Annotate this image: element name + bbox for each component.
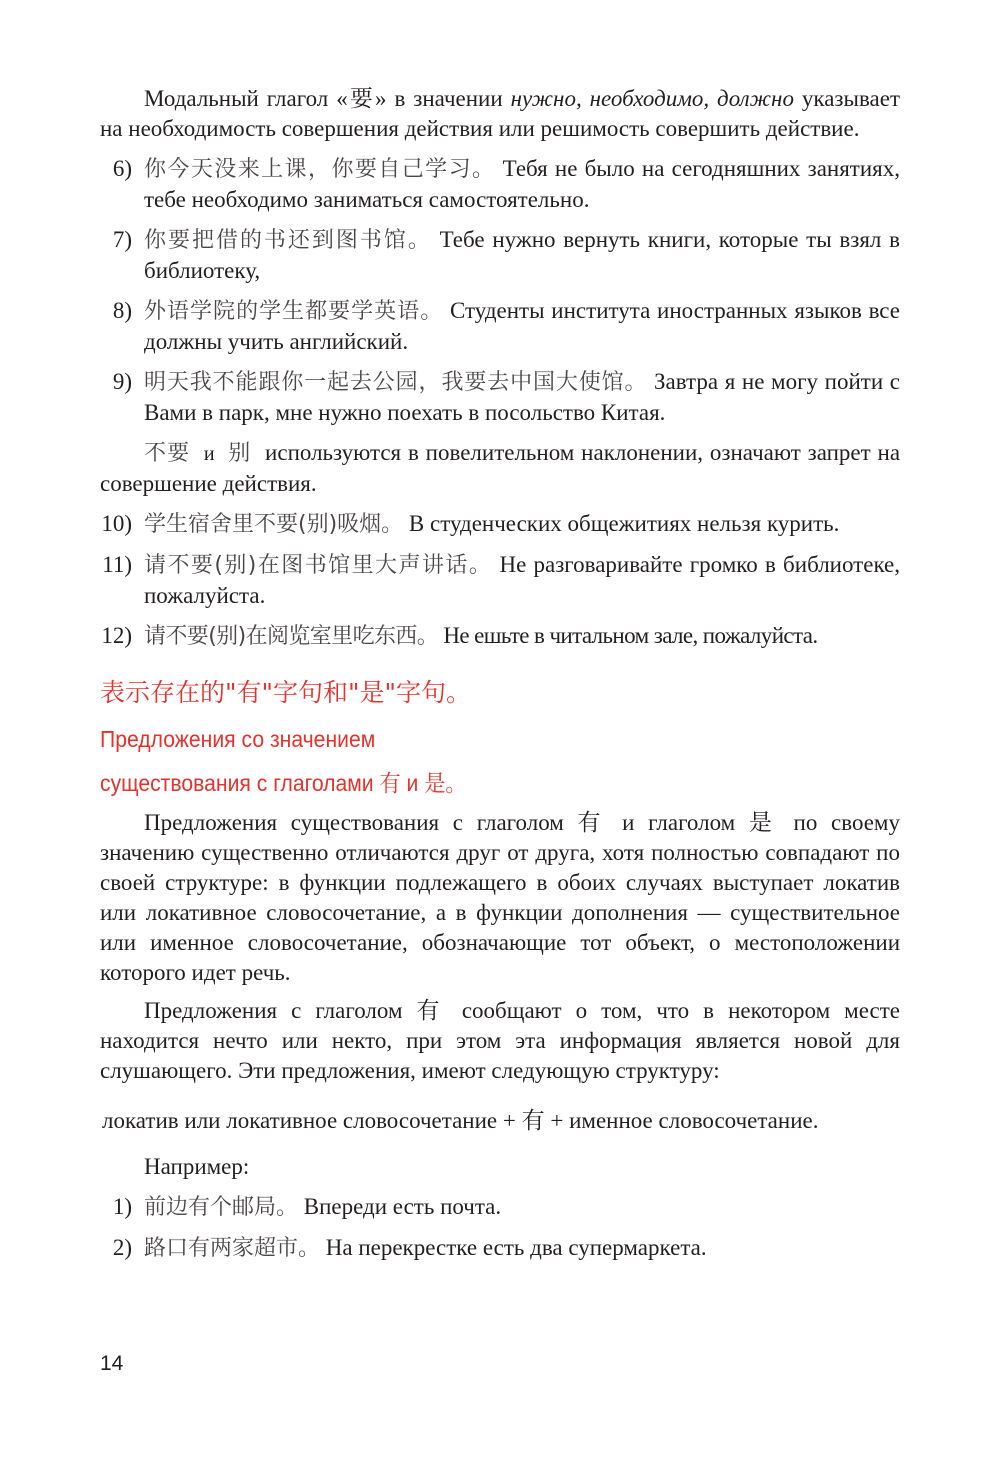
example-item <box>100 367 900 428</box>
example-item <box>100 154 900 215</box>
example-chinese: 路口有两家超市。 <box>144 1236 321 1261</box>
example-chinese: 外语学院的学生都要学英语。 <box>144 299 444 324</box>
example-chinese: 你今天没来上课，你要自己学习。 <box>144 157 496 182</box>
example-number: 8) <box>112 298 132 323</box>
example-russian: Завтра я не могу пойти с Вами в парк, мне нужно поехать в посольство Китая. <box>144 369 900 425</box>
structure-formula: локатив или локативное словосочетание + 有 + именное словосочетание. <box>102 1108 819 1133</box>
example-russian: Впереди есть почта. <box>303 1194 502 1219</box>
example-number: 11) <box>102 552 132 577</box>
example-number: 1) <box>112 1194 132 1219</box>
prohibition-conjunction: и <box>203 443 215 465</box>
example-item <box>100 296 900 357</box>
page-body <box>100 84 900 1264</box>
example-item <box>100 1233 900 1264</box>
example-number: 6) <box>112 156 132 181</box>
existential-paragraph-2: Предложения с глаголом 有 сообщают о том, что в некотором месте находится нечто или некто, при этом эта информация является новой для слушающего. Эти предложения, имеют следующую структуру: <box>100 998 900 1083</box>
example-number: 10) <box>101 511 132 536</box>
example-russian: Студенты института иностранных языков все должны учить английский. <box>144 298 900 354</box>
prohibition-word-buyao: 不要 <box>144 441 191 466</box>
for-example-label: Например: <box>144 1154 250 1179</box>
prohibition-paragraph <box>100 438 900 499</box>
prohibition-text: используются в повелительном наклонении, означают запрет на совершение действия. <box>100 440 901 496</box>
page-number: 14 <box>100 1352 124 1375</box>
intro-text-start: Модальный глагол «要» в значении <box>144 86 511 111</box>
example-russian: Не ешьте в читальном зале, пожалуйста. <box>443 623 818 648</box>
example-russian: Не разговаривайте громко в библиотеке, пожалуйста. <box>144 552 901 608</box>
example-number: 7) <box>112 227 132 252</box>
intro-italic: нужно, необходимо, должно <box>510 86 794 111</box>
example-russian: На перекрестке есть два супермаркета. <box>325 1235 707 1260</box>
example-number: 12) <box>101 623 132 648</box>
section-title-chinese: 表示存在的"有"字句和"是"字句。 <box>100 678 471 707</box>
prohibition-word-bie: 别 <box>228 441 252 466</box>
example-number: 2) <box>112 1235 132 1260</box>
example-russian: Тебе нужно вернуть книги, которые ты взял в библиотеку, <box>144 227 900 283</box>
section-title-russian-line1: Предложения со значением <box>100 726 376 752</box>
example-item <box>100 1192 900 1223</box>
existential-paragraph-1: Предложения существования с глаголом 有 и глаголом 是 по своему значению существенно отличаются друг от друга, хотя полностью совпадают по своей структуре: в функции подлежащего в обоих случаях выступает локатив или локативное словосочетание, а в функции дополнения — существительное или именное словосочетание, обозначающие тот объект, о местоположении которого идет речь. <box>100 810 900 985</box>
section-title-russian-line2: существования с глаголами 有 и 是。 <box>100 770 467 796</box>
intro-paragraph <box>100 84 900 144</box>
example-chinese: 请不要(别)在阅览室里吃东西。 <box>144 624 439 649</box>
example-item <box>100 225 900 286</box>
example-number: 9) <box>112 369 132 394</box>
example-chinese: 前边有个邮局。 <box>144 1195 299 1220</box>
example-russian: В студенческих общежитиях нельзя курить. <box>408 511 840 536</box>
example-chinese: 你要把借的书还到图书馆。 <box>144 228 432 253</box>
example-item <box>100 509 900 540</box>
example-chinese: 请不要(别)在图书馆里大声讲话。 <box>144 553 493 578</box>
example-item <box>100 621 900 652</box>
example-russian: Тебя не было на сегодняшних занятиях, тебе необходимо заниматься самостоятельно. <box>144 156 900 212</box>
example-item <box>100 550 900 611</box>
example-chinese: 学生宿舍里不要(别)吸烟。 <box>144 512 404 537</box>
example-chinese: 明天我不能跟你一起去公园，我要去中国大使馆。 <box>144 370 648 395</box>
intro-text-end: указывает на необходимость совершения действия или решимость совершить действие. <box>100 86 900 141</box>
